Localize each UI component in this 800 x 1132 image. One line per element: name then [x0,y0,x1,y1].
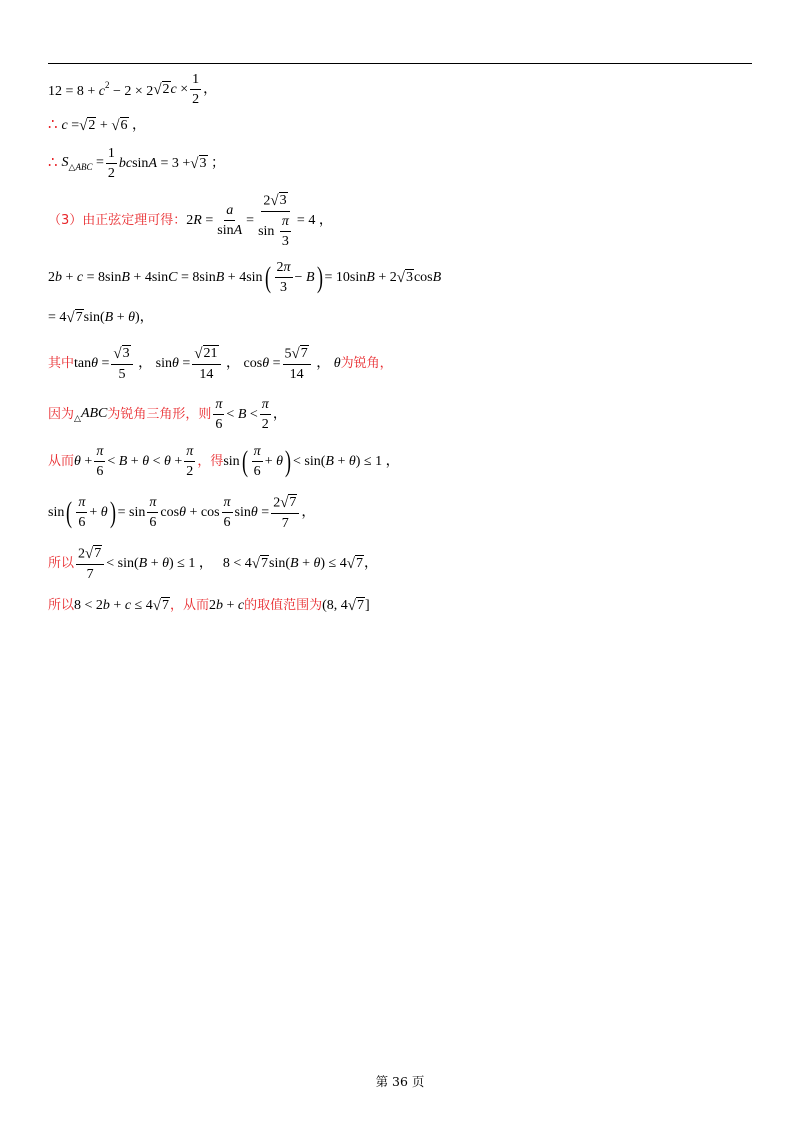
thus-label-2: ，从而 [169,598,209,614]
therefore-label: 所以 [48,556,75,572]
part3-label: （3）由正弦定理可得： [48,213,187,229]
theta-range: 从而 θ + $\frac{\pi}{6}$ < B + θ < θ + $\frac{\pi}{2}$ ，得 sin ( $\frac{\pi}{6}$ + θ ) < sin(B + θ) ≤ 1 ， [48,444,400,480]
final-range: 所以 8 < 2b + c ≤ 4 √ 7 ，从而 2b + c 的取值范围为 (8, 4 √ 7 ] [48,597,370,615]
acute-triangle-range: 因为 $_\triangle$ABC 为锐角三角形，则 $\frac{\pi}{6}$ < B < $\frac{\pi}{2}$ ， [48,397,287,433]
equation-2b-plus-c: 2b + c = 8sinB + 4sinC = 8sinB + 4sin ( $\frac{2\pi}{3}$ − B ) = 10sinB + 2 √ 3 cosB [48,260,442,296]
equation-combined: = 4 √ 7 sin(B + θ)， [48,309,154,327]
because-label: 因为 [48,407,75,423]
part3-sine-law: （3）由正弦定理可得： 2R = $\frac{a}{\sin A}$ = 2 √ 3 sin $\frac{\pi}{3}$ = 4 ， [48,192,333,250]
equation-cosine-law: $12 = 8 + c^2 - 2 \times 2$ √ 2 c × $\frac{1}{2}$ ， [48,72,218,108]
thus-label: 从而 [48,454,75,470]
equation-c-value: ∴ c = √ 2 + √ 6 ， [48,117,147,135]
where-label: 其中 [48,356,75,372]
acute-triangle-label: 为锐角三角形，则 [107,407,212,423]
sin-expansion: sin ( $\frac{\pi}{6}$ + θ ) = sin $\frac{\pi}{6}$ cosθ + cos $\frac{\pi}{6}$ sinθ = 2 √ 7 7 ， [48,494,316,532]
equation-area: ∴ $S_{\triangle ABC}$ = $\frac{1}{2}$ bcsinA = 3 + √ 3 ； [48,146,226,182]
therefore-symbol: ∴ [48,155,58,172]
therefore-symbol: ∴ [48,117,58,134]
sin-bound: 所以 2 √ 7 7 < sin(B + θ) ≤ 1 ， 8 < 4 √ 7 sin(B + θ) ≤ 4 √ 7 ， [48,545,378,583]
acute-label: 为锐角， [340,356,393,372]
page-number: 第 36 页 [375,1074,425,1089]
theta-values: 其中 tanθ = √ 3 5 ， sinθ = √ 21 14 ， cosθ = 5 √ 7 14 ， θ 为锐角， [48,345,393,383]
obtain-label: ，得 [197,454,224,470]
header-rule [48,63,752,64]
therefore-label-2: 所以 [48,598,75,614]
range-label: 的取值范围为 [244,598,323,614]
